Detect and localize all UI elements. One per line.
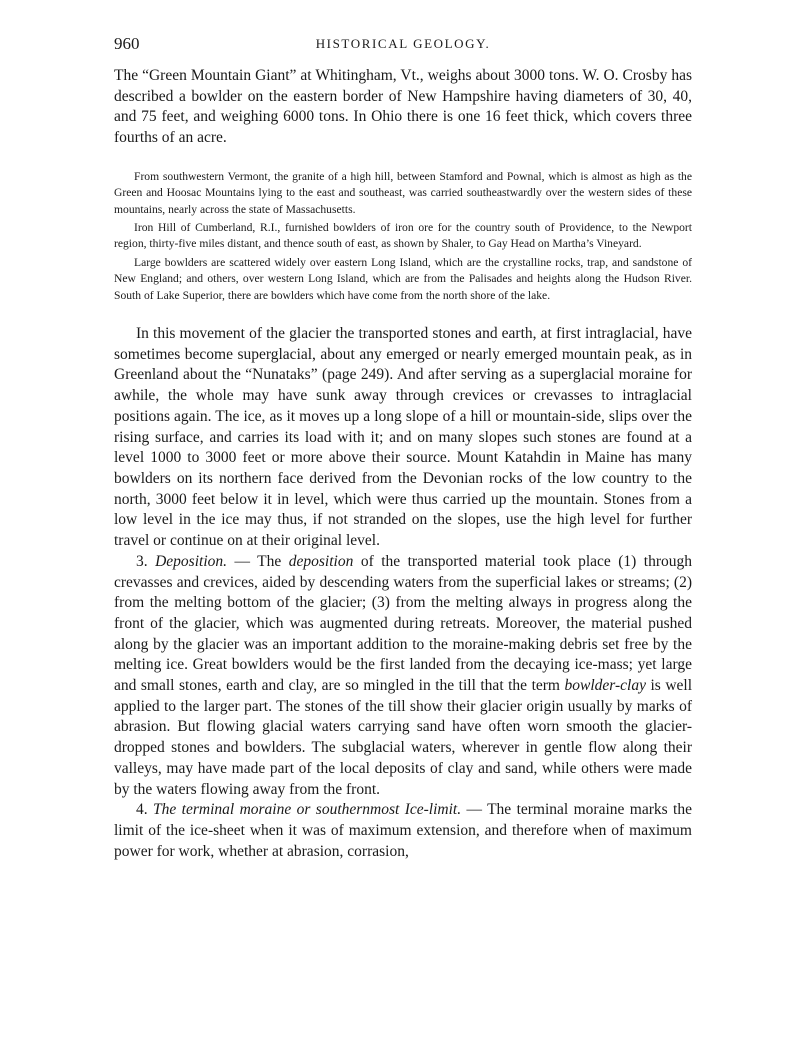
section-terminal-moraine <box>114 800 692 862</box>
paragraph-boulder-weights: The “Green Mountain Giant” at Whitingham, Vt., weighs about 3000 tons. W. O. Crosby has described a bowlder on the eastern border of New Hampshire having diameters of 30, 40, and 75 feet, and weighing 6000 tons. In Ohio there is one 16 feet thick, which covers three fourths of an acre. <box>114 67 692 147</box>
section-3-heading: Deposition. <box>155 552 228 570</box>
section-deposition <box>114 552 692 800</box>
section-3-text-b: is well applied to the larger part. The stones of the till show their glacier origin usually by marks of abrasion. But flowing glacial waters carrying sand have often worn smooth the glacier-dropped stones and bowlders. The subglacial waters, wherever in gentle flow along their valleys, may have made part of the local deposits of clay and sand, while others were made by the waters flowing away from the front. <box>114 677 692 798</box>
running-title: HISTORICAL GEOLOGY. <box>315 36 491 51</box>
note-long-island: Large bowlders are scattered widely over eastern Long Island, which are the crystalline rocks, trap, and sandstone of New England; and others, over western Long Island, which are from the Palisades and heights along the Hudson River. South of Lake Superior, there are bowlders which have come from the north shore of the lake. <box>114 255 692 302</box>
section-3-number: 3. <box>136 552 148 570</box>
section-3-dash: — The <box>227 552 289 570</box>
small-print-notes <box>114 169 692 304</box>
section-3-term-bowlder-clay: bowlder-clay <box>564 677 646 695</box>
note-vermont-granite: From southwestern Vermont, the granite of a high hill, between Stamford and Pownal, which is almost as high as the Green and Hoosac Mountains lying to the east and southeast, was carried southeastwardly over the western sides of these mountains, nearly across the state of Massachusetts. <box>114 169 692 216</box>
running-head <box>114 34 692 56</box>
section-4-text: — The terminal moraine marks the limit of the ice-sheet when it was of maximum extension, and therefore when of maximum power for work, whether at abrasion, corrasion, <box>114 801 692 860</box>
note-iron-hill: Iron Hill of Cumberland, R.I., furnished bowlders of iron ore for the country south of Providence, to the Newport region, thirty-five miles distant, and thence south of east, as shown by Shaler, to Gay Head on Martha’s Vineyard. <box>114 221 692 251</box>
page-number: 960 <box>114 34 140 53</box>
section-4-heading: The terminal moraine or southernmost Ice-limit. <box>153 801 462 819</box>
section-4-number: 4. <box>136 801 148 819</box>
book-page <box>114 34 692 862</box>
section-3-text-a: of the transported material took place (1) through crevasses and crevices, aided by descending waters from the superficial lakes or streams; (2) from the melting bottom of the glacier; (3) from the melting always in progress along the front of the glacier, which was augmented during retreats. Moreover, the material pushed along by the glacier was an important addition to the moraine-making debris set free by the melting ice. Great bowlders would be the first landed from the decaying ice-mass; yet large and small stones, earth and clay, are so mingled in the till that the term <box>114 552 692 695</box>
section-3-term: deposition <box>288 552 354 570</box>
paragraph-glacier-movement: In this movement of the glacier the transported stones and earth, at first intraglacial, have sometimes become superglacial, about any emerged or nearly emerged mountain peak, as in Greenland about the “Nunataks” (page 249). And after serving as a superglacial moraine for awhile, the whole may have sunk away through crevices or crevasses to intraglacial positions again. The ice, as it moves up a long slope of a hill or mountain-side, slips over the rising surface, and carries its load with it; and on many slopes such stones are found at a level 1000 to 3000 feet or more above their source. Mount Katahdin in Maine has many bowlders on its northern face derived from the Devonian rocks of the low country to the north, 3000 feet below it in level, which were thus carried up the mountain. Stones from a low level in the ice may thus, if not stranded on the slopes, use the high level for further travel or continue on at their original level. <box>114 325 692 550</box>
